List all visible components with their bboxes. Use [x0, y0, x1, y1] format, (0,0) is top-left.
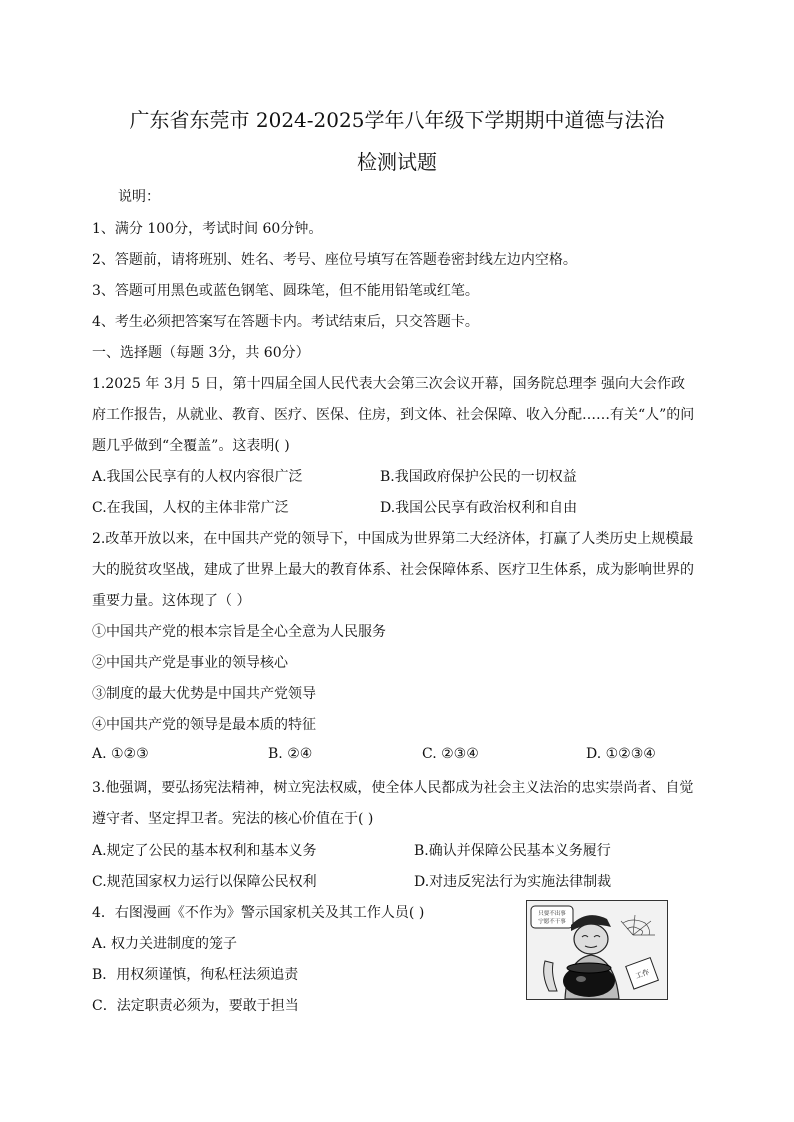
exam-subtitle: 检测试题 — [357, 150, 437, 174]
statement-item: ①中国共产党的根本宗旨是全心全意为人民服务 — [92, 624, 386, 640]
answer-option-a: A.我国公民享有的人权内容很广泛 — [92, 469, 303, 485]
answer-option-b: B.确认并保障公民基本义务履行 — [414, 843, 611, 859]
answer-option-a: A.规定了公民的基本权利和基本义务 — [92, 843, 317, 859]
svg-text:宁愿不干事: 宁愿不干事 — [538, 919, 566, 925]
answer-option-d: D.对违反宪法行为实施法律制裁 — [414, 874, 612, 890]
question-text: 遵守者、坚定捍卫者。宪法的核心价值在于( ) — [92, 811, 374, 827]
answer-option-d: D.我国公民享有政治权利和自由 — [380, 500, 578, 516]
answer-option-d: D. ①②③④ — [586, 746, 656, 762]
question-text: 题几乎做到“全覆盖”。这表明( ) — [92, 438, 290, 454]
question-text: 1.2025 年 3月 5 日，第十四届全国人民代表大会第三次会议开幕，国务院总理李 强向大会作政 — [92, 376, 686, 392]
answer-option-b: B.我国政府保护公民的一切权益 — [380, 469, 577, 485]
statement-item: ③制度的最大优势是中国共产党领导 — [92, 686, 316, 702]
statement-item: ②中国共产党是事业的领导核心 — [92, 655, 288, 671]
question-text: 4．右图漫画《不作为》警示国家机关及其工作人员( ) — [92, 905, 425, 921]
question-text: 2.改革开放以来，在中国共产党的领导下，中国成为世界第二大经济体，打赢了人类历史上规模最 — [92, 531, 694, 547]
cartoon-caption: 只要不出事 — [538, 911, 566, 917]
instruction-item: 2、答题前，请将班别、姓名、考号、座位号填写在答题卷密封线左边内空格。 — [92, 252, 577, 268]
answer-option-c: C. ②③④ — [422, 746, 479, 762]
cartoon-image — [526, 900, 668, 1000]
answer-option-b: B. ②④ — [268, 746, 313, 762]
answer-option-a: A. 权力关进制度的笼子 — [92, 936, 238, 952]
statement-item: ④中国共产党的领导是最本质的特征 — [92, 717, 316, 733]
question-text: 重要力量。这体现了（ ） — [92, 593, 251, 609]
answer-option-c: C．法定职责必须为，要敢于担当 — [92, 998, 299, 1014]
instruction-item: 3、答题可用黑色或蓝色钢笔、圆珠笔，但不能用铅笔或红笔。 — [92, 283, 479, 299]
answer-option-a: A. ①②③ — [92, 746, 149, 762]
cartoon-paper-label: 工作 — [634, 968, 651, 981]
question-text: 府工作报告，从就业、教育、医疗、医保、住房，到文体、社会保障、收入分配……有关“人”的问 — [92, 407, 695, 423]
cartoon-drawing — [527, 901, 667, 999]
answer-option-c: C.在我国，人权的主体非常广泛 — [92, 500, 289, 516]
answer-option-c: C.规范国家权力运行以保障公民权利 — [92, 874, 317, 890]
instruction-item: 4、考生必须把答案写在答题卡内。考试结束后，只交答题卡。 — [92, 314, 479, 330]
instructions-label: 说明： — [118, 189, 160, 205]
exam-title: 广东省东莞市 2024-2025学年八年级下学期期中道德与法治 — [129, 108, 665, 132]
question-text: 大的脱贫攻坚战，建成了世界上最大的教育体系、社会保障体系、医疗卫生体系，成为影响世界的 — [92, 562, 694, 578]
question-text: 3.他强调，要弘扬宪法精神，树立宪法权威，使全体人民都成为社会主义法治的忠实崇尚者、自觉 — [92, 780, 694, 796]
section-heading: 一、选择题（每题 3分，共 60分） — [92, 345, 310, 361]
instruction-item: 1、满分 100分，考试时间 60分钟。 — [92, 221, 323, 237]
answer-option-b: B．用权须谨慎，徇私枉法须追责 — [92, 967, 299, 983]
